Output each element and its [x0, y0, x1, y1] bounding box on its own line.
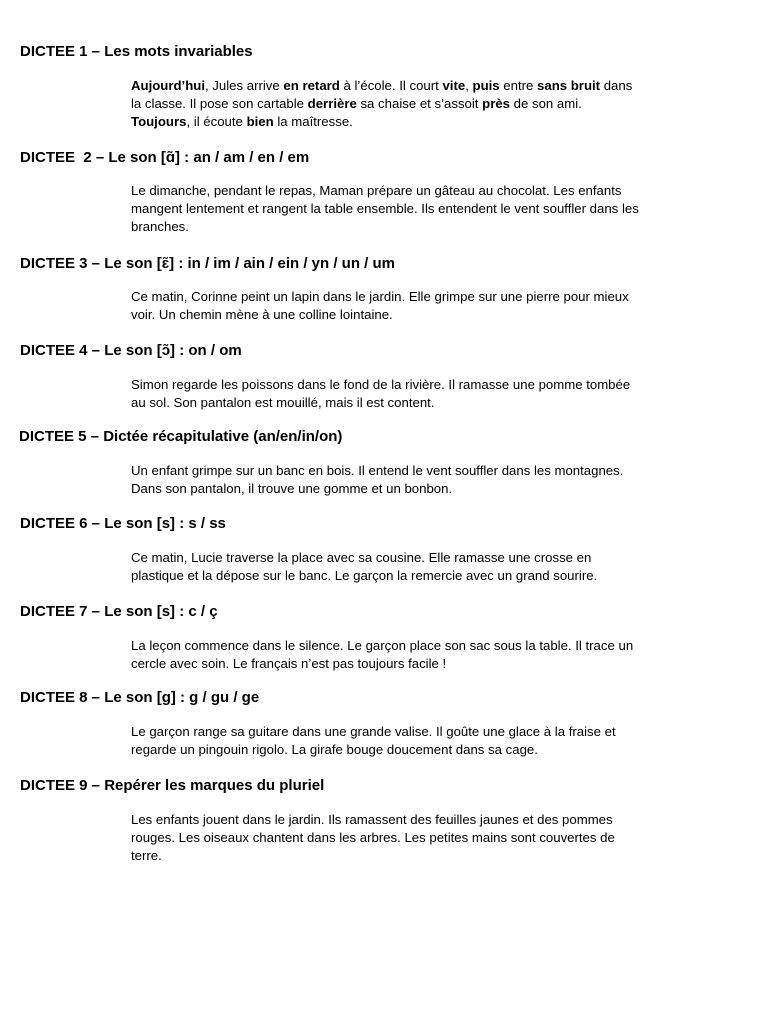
dictee-3-text: Ce matin, Corinne peint un lapin dans le jardin. Elle grimpe sur une pierre pour mieux voir. Un chemin mène à une colline lointaine.	[131, 289, 629, 322]
dictee-8-text: Le garçon range sa guitare dans une grande valise. Il goûte une glace à la fraise et regarde un pingouin rigolo. La girafe bouge doucement dans sa cage.	[131, 724, 616, 757]
dictee-4-text: Simon regarde les poissons dans le fond de la rivière. Il ramasse une pomme tombée au sol. Son pantalon est mouillé, mais il est content.	[131, 377, 631, 410]
dictee-5	[19, 428, 739, 498]
dictee-5-heading: DICTEE 5 – Dictée récapitulative (an/en/in/on)	[19, 428, 343, 445]
text-run: ,	[465, 78, 473, 93]
text-run: , il écoute	[186, 114, 247, 129]
bold-word: en retard	[283, 78, 340, 93]
dictee-6-heading: DICTEE 6 – Le son [s] : s / ss	[20, 515, 226, 532]
dictee-1	[20, 43, 740, 131]
dictee-7-text: La leçon commence dans le silence. Le garçon place son sac sous la table. Il trace un cercle avec soin. Le français n’est pas toujours facile !	[131, 638, 634, 671]
bold-word: vite	[442, 78, 466, 93]
bold-word: près	[482, 96, 510, 111]
text-run: de son ami.	[510, 96, 582, 111]
dictee-2-text: Le dimanche, pendant le repas, Maman prépare un gâteau au chocolat. Les enfants mangent lentement et rangent la table ensemble. Ils entendent le vent souffler dans les branches.	[131, 183, 639, 234]
dictee-2	[20, 149, 740, 236]
dictee-2-heading: DICTEE 2 – Le son [ɑ̃] : an / am / en / em	[20, 149, 310, 166]
text-run: sa chaise et s’assoit	[356, 96, 483, 111]
dictee-4-heading: DICTEE 4 – Le son [ɔ̃] : on / om	[20, 342, 242, 359]
dictee-9-heading: DICTEE 9 – Repérer les marques du pluriel	[20, 777, 325, 794]
dictee-1-heading: DICTEE 1 – Les mots invariables	[20, 43, 253, 60]
bold-word: bien	[246, 114, 274, 129]
dictee-1-text	[131, 77, 641, 131]
bold-word: derrière	[307, 96, 357, 111]
bold-word: puis	[472, 78, 500, 93]
dictee-9	[20, 777, 740, 865]
bold-word: Aujourd’hui	[131, 78, 205, 93]
text-run: la maîtresse.	[273, 114, 353, 129]
bold-word: sans bruit	[537, 78, 601, 93]
dictee-4	[20, 342, 740, 412]
dictee-6	[20, 515, 740, 585]
bold-word: Toujours	[131, 114, 187, 129]
dictee-7	[20, 603, 740, 673]
dictee-3	[20, 255, 740, 324]
text-run: , Jules arrive	[204, 78, 284, 93]
text-run: dans la classe. Il pose son cartable	[131, 78, 633, 111]
dictee-8	[20, 689, 740, 759]
text-run: entre	[499, 78, 538, 93]
dictee-7-heading: DICTEE 7 – Le son [s] : c / ç	[20, 603, 218, 620]
dictee-3-heading: DICTEE 3 – Le son [ɛ̃] : in / im / ain / ein / yn / un / um	[20, 255, 395, 272]
dictee-9-text: Les enfants jouent dans le jardin. Ils ramassent des feuilles jaunes et des pommes rouges. Les oiseaux chantent dans les arbres. Les petites mains sont couvertes de terre.	[131, 812, 615, 863]
text-run: à l’école. Il court	[339, 78, 443, 93]
dictee-5-text: Un enfant grimpe sur un banc en bois. Il entend le vent souffler dans les montagnes. Dans son pantalon, il trouve une gomme et un bonbon.	[131, 463, 624, 496]
dictee-6-text: Ce matin, Lucie traverse la place avec sa cousine. Elle ramasse une crosse en plastique et la dépose sur le banc. Le garçon la remercie avec un grand sourire.	[131, 550, 598, 583]
dictee-8-heading: DICTEE 8 – Le son [g] : g / gu / ge	[20, 689, 260, 706]
